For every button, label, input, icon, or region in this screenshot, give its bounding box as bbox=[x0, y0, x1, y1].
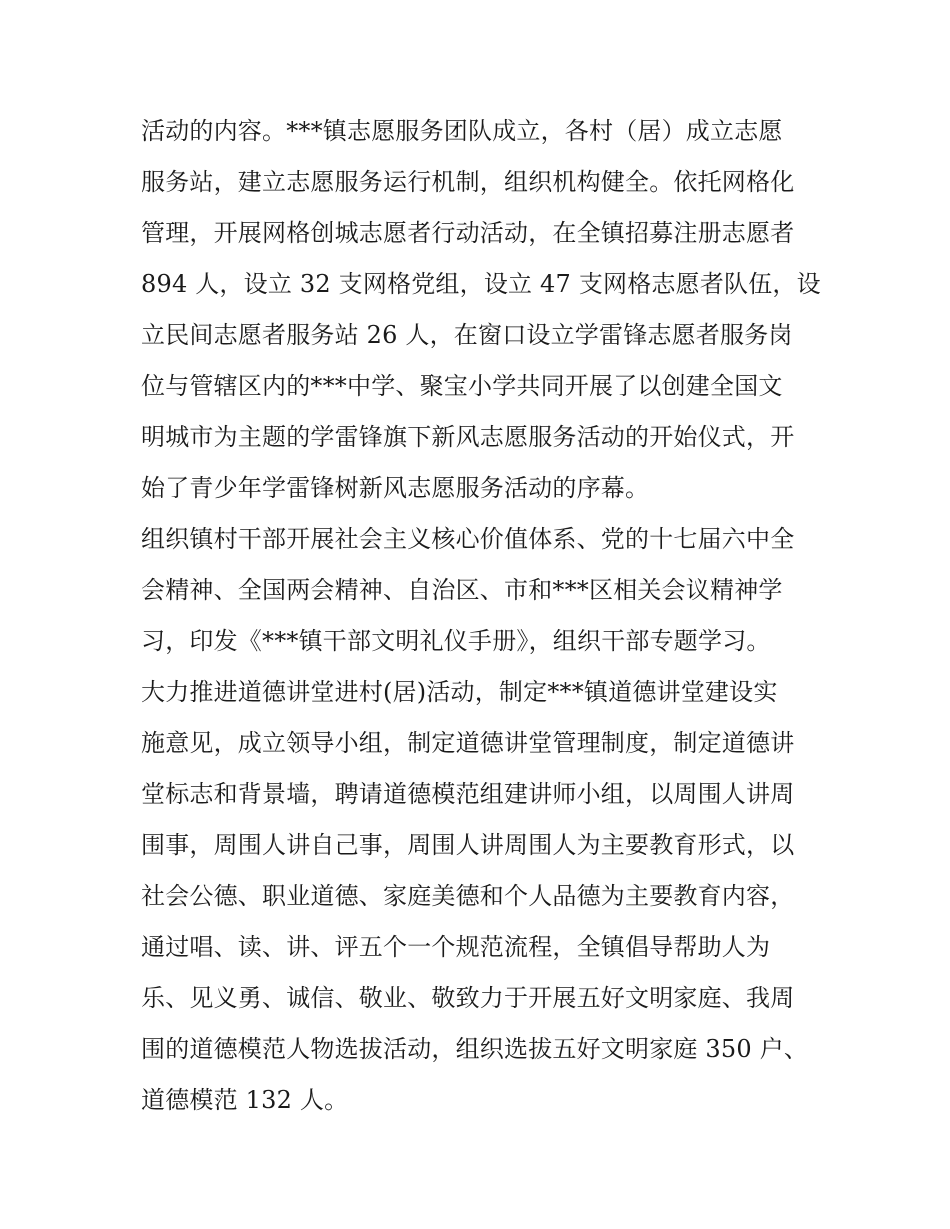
text-line: 立民间志愿者服务站 26 人，在窗口设立学雷锋志愿者服务岗 bbox=[141, 321, 793, 349]
text-line: 位与管辖区内的***中学、聚宝小学共同开展了以创建全国文 bbox=[141, 372, 783, 400]
text-line: 会精神、全国两会精神、自治区、市和***区相关会议精神学 bbox=[141, 576, 783, 604]
text-line: 习，印发《***镇干部文明礼仪手册》，组织干部专题学习。 bbox=[141, 627, 771, 655]
text-line: 始了青少年学雷锋树新风志愿服务活动的序幕。 bbox=[141, 474, 650, 502]
body-text bbox=[141, 106, 821, 1126]
text-line: 施意见，成立领导小组，制定道德讲堂管理制度，制定道德讲 bbox=[141, 729, 795, 757]
text-line: 894 人，设立 32 支网格党组，设立 47 支网格志愿者队伍，设 bbox=[141, 270, 821, 298]
text-line: 堂标志和背景墙，聘请道德模范组建讲师小组，以周围人讲周 bbox=[141, 780, 795, 808]
text-line: 组织镇村干部开展社会主义核心价值体系、党的十七届六中全 bbox=[141, 525, 795, 553]
text-line: 乐、见义勇、诚信、敬业、敬致力于开展五好文明家庭、我周 bbox=[141, 984, 795, 1012]
text-line: 明城市为主题的学雷锋旗下新风志愿服务活动的开始仪式，开 bbox=[141, 423, 795, 451]
text-line: 服务站，建立志愿服务运行机制，组织机构健全。依托网格化 bbox=[141, 168, 795, 196]
text-line: 道德模范 132 人。 bbox=[141, 1086, 349, 1114]
text-line: 大力推进道德讲堂进村(居)活动，制定***镇道德讲堂建设实 bbox=[141, 678, 778, 706]
text-line: 管理，开展网格创城志愿者行动活动，在全镇招募注册志愿者 bbox=[141, 219, 795, 247]
text-line: 社会公德、职业道德、家庭美德和个人品德为主要教育内容， bbox=[141, 882, 795, 910]
text-line: 活动的内容。***镇志愿服务团队成立，各村（居）成立志愿 bbox=[141, 117, 783, 145]
text-line: 围事，周围人讲自己事，周围人讲周围人为主要教育形式，以 bbox=[141, 831, 795, 859]
text-line: 围的道德模范人物选拔活动，组织选拔五好文明家庭 350 户、 bbox=[141, 1035, 809, 1063]
text-line: 通过唱、读、讲、评五个一个规范流程，全镇倡导帮助人为 bbox=[141, 933, 771, 961]
